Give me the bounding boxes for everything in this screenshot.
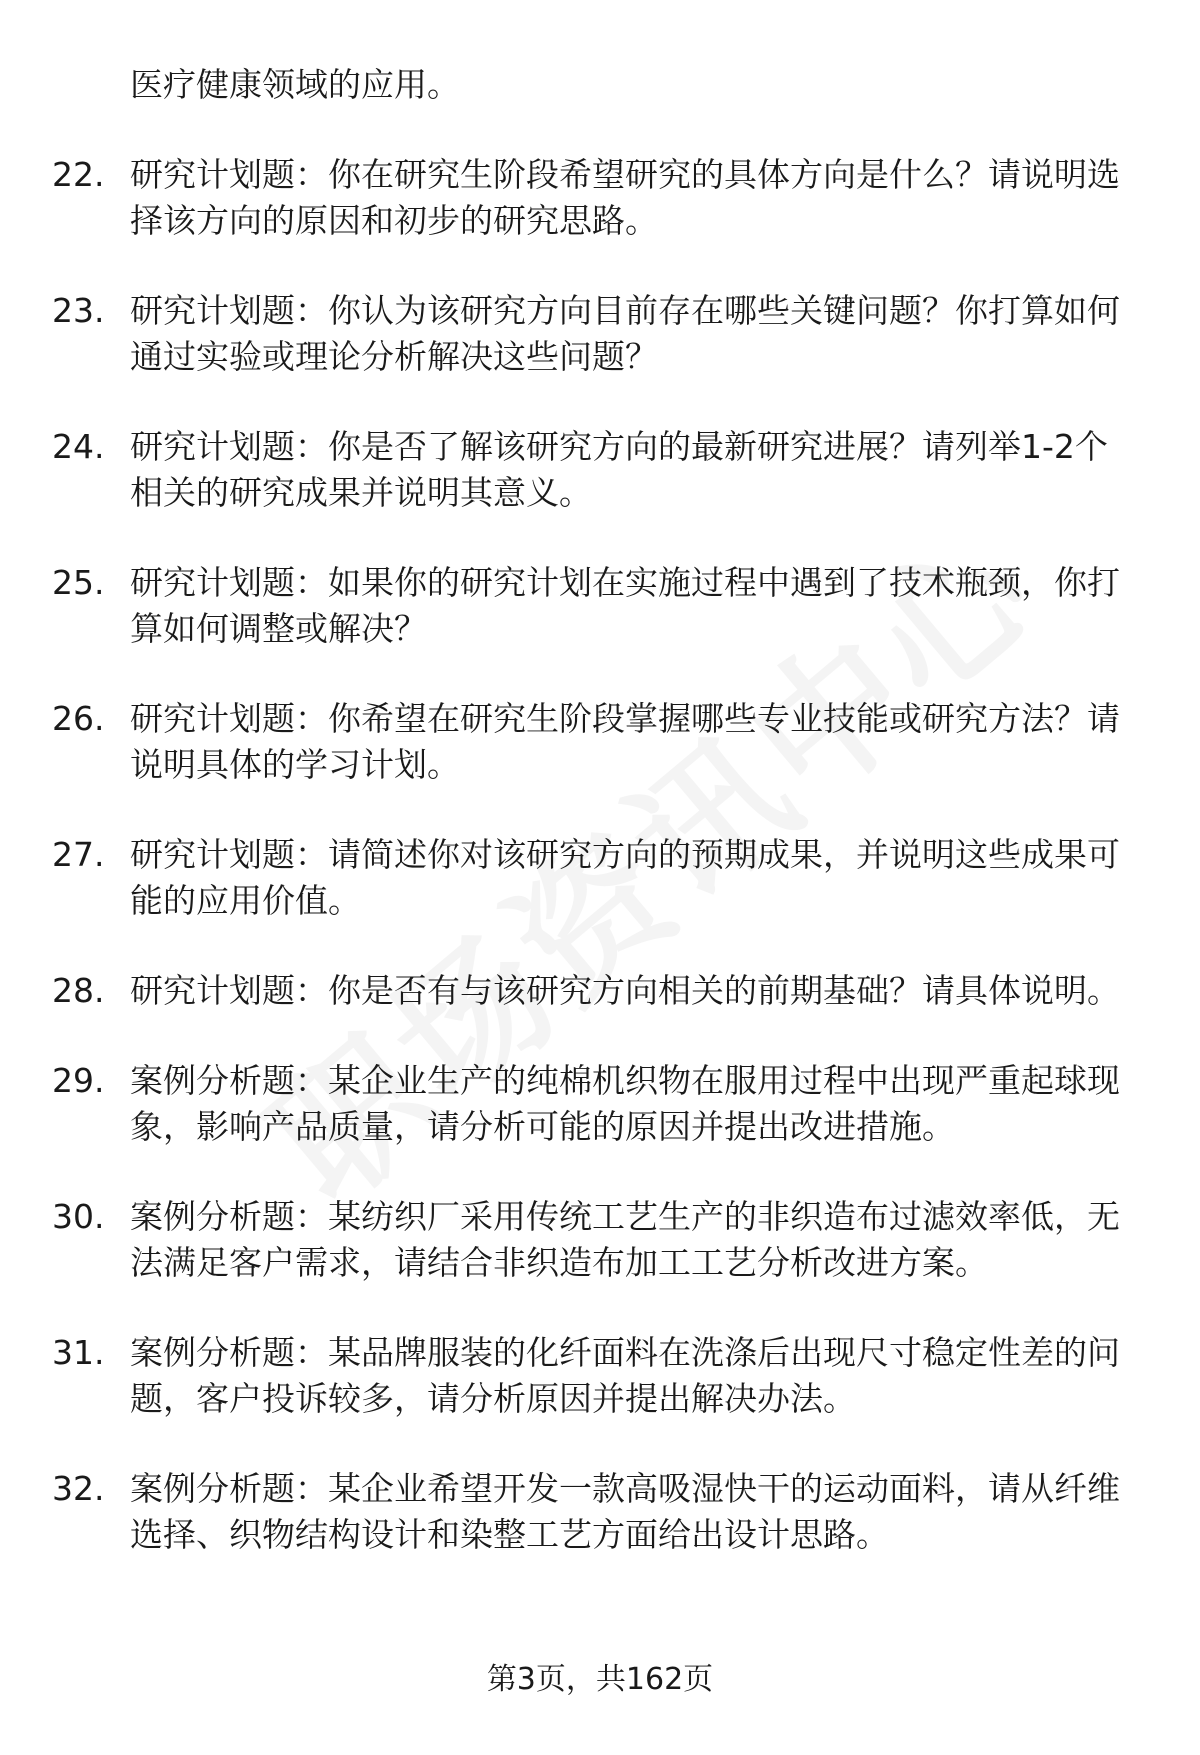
list-item (0, 424, 1200, 516)
item-text: 研究计划题：你是否有与该研究方向相关的前期基础？请具体说明。 (130, 971, 1120, 1010)
item-text: 案例分析题：某企业生产的纯棉机织物在服用过程中出现严重起球现象，影响产品质量，请分析可能的原因并提出改进措施。 (130, 1061, 1120, 1146)
item-number: 26. (52, 699, 105, 738)
item-number: 25. (52, 563, 105, 602)
item-text: 案例分析题：某纺织厂采用传统工艺生产的非织造布过滤效率低，无法满足客户需求，请结合非织造布加工工艺分析改进方案。 (130, 1197, 1120, 1282)
item-text: 研究计划题：如果你的研究计划在实施过程中遇到了技术瓶颈，你打算如何调整或解决？ (130, 563, 1120, 648)
item-number: 29. (52, 1061, 105, 1100)
item-text: 案例分析题：某品牌服装的化纤面料在洗涤后出现尺寸稳定性差的问题，客户投诉较多，请分析原因并提出解决办法。 (130, 1333, 1120, 1418)
page-footer: 第3页，共162页 (486, 1662, 714, 1697)
list-item (0, 1330, 1200, 1422)
list-item (0, 560, 1200, 652)
item-number: 31. (52, 1333, 105, 1372)
item-number: 24. (52, 427, 105, 466)
item-number: 27. (52, 835, 105, 874)
item-text: 研究计划题：你在研究生阶段希望研究的具体方向是什么？请说明选择该方向的原因和初步的研究思路。 (130, 155, 1120, 240)
item-text: 案例分析题：某企业希望开发一款高吸湿快干的运动面料，请从纤维选择、织物结构设计和染整工艺方面给出设计思路。 (130, 1469, 1120, 1554)
item-text: 研究计划题：你认为该研究方向目前存在哪些关键问题？你打算如何通过实验或理论分析解决这些问题？ (130, 291, 1120, 376)
list-item (0, 1058, 1200, 1150)
item-number: 32. (52, 1469, 105, 1508)
list-item (0, 832, 1200, 924)
list-item (0, 288, 1200, 380)
list-item (0, 968, 1200, 1014)
item-text: 研究计划题：你是否了解该研究方向的最新研究进展？请列举1-2个相关的研究成果并说明其意义。 (130, 427, 1108, 512)
item-number: 23. (52, 291, 105, 330)
item-number: 28. (52, 971, 105, 1010)
item-text: 研究计划题：你希望在研究生阶段掌握哪些专业技能或研究方法？请说明具体的学习计划。 (130, 699, 1120, 784)
list-item (0, 152, 1200, 244)
item-number: 30. (52, 1197, 105, 1236)
list-item (0, 1194, 1200, 1286)
question-list (0, 62, 1200, 1558)
item-number: 22. (52, 155, 105, 194)
list-item (0, 1466, 1200, 1558)
carry-over-text: 医疗健康领域的应用。 (130, 65, 460, 104)
item-text: 研究计划题：请简述你对该研究方向的预期成果，并说明这些成果可能的应用价值。 (130, 835, 1120, 920)
list-item (0, 696, 1200, 788)
